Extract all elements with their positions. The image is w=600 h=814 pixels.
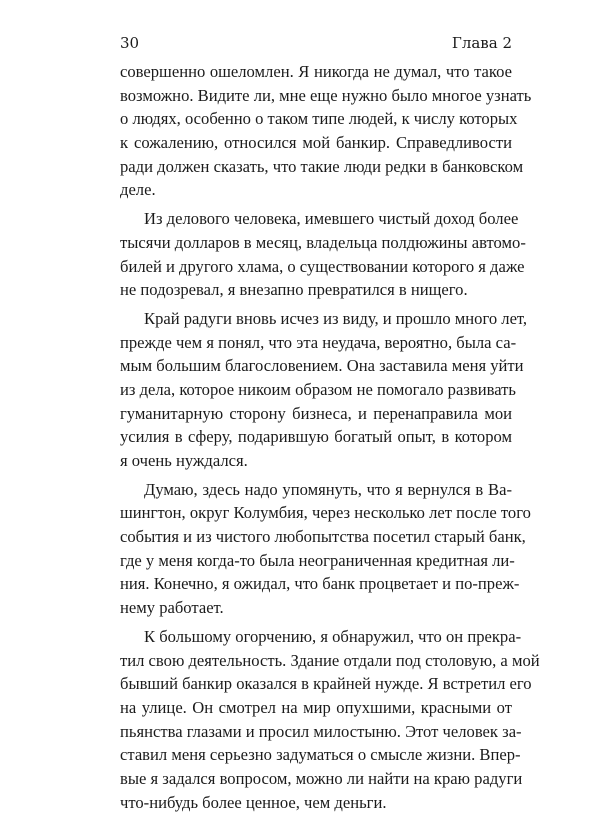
text-line: билей и другого хлама, о существовании которого я даже	[120, 256, 525, 276]
text-line: Из делового человека, имевшего чистый доход более	[144, 209, 519, 229]
text-line: пьянства глазами и просил милостыню. Этот человек за-	[120, 721, 522, 741]
text-line: нему работает.	[120, 598, 224, 618]
paragraph	[120, 60, 532, 202]
paragraph	[120, 207, 526, 302]
text-line: ставил меня серьезно задуматься о смысле жизни. Впер-	[120, 745, 521, 765]
text-line: К большому огорчению, я обнаружил, что он прекра-	[144, 626, 522, 646]
paragraph	[120, 478, 531, 620]
text-line: бывший банкир оказался в крайней нужде. Я встретил его	[120, 674, 532, 694]
text-line: тил свою деятельность. Здание отдали под столовую, а мой	[120, 650, 540, 670]
text-line: вые я задался вопросом, можно ли найти на краю радуги	[120, 768, 523, 788]
text-line: на улице. Он смотрел на мир опухшими, красными от	[120, 697, 512, 717]
text-line: Край радуги вновь исчез из виду, и прошло много лет,	[144, 308, 528, 328]
page-number: 30	[120, 34, 140, 52]
text-line: Думаю, здесь надо упомянуть, что я вернулся в Ва-	[144, 479, 512, 499]
text-line: тысячи долларов в месяц, владельца полдюжины автомо-	[120, 232, 526, 252]
text-line: к сожалению, относился мой банкир. Справедливости	[120, 133, 512, 153]
chapter-label: Глава 2	[451, 34, 512, 52]
text-line: возможно. Видите ли, мне еще нужно было многое узнать	[120, 85, 532, 105]
text-line: что-нибудь более ценное, чем деньги.	[120, 792, 387, 812]
text-line: деле.	[120, 180, 156, 200]
body-text	[120, 60, 540, 814]
text-line: гуманитарную сторону бизнеса, и перенаправила мои	[120, 403, 512, 423]
paragraph	[120, 307, 528, 473]
text-line: совершенно ошеломлен. Я никогда не думал, что такое	[120, 62, 512, 81]
text-line: не подозревал, я внезапно превратился в нищего.	[120, 280, 468, 300]
paragraph	[120, 625, 540, 814]
text-line: ния. Конечно, я ожидал, что банк процветает и по-преж-	[120, 574, 520, 594]
text-line: шингтон, округ Колумбия, через несколько лет после того	[120, 503, 531, 523]
text-line: прежде чем я понял, что эта неудача, вероятно, была са-	[120, 332, 517, 352]
text-line: ради должен сказать, что такие люди редки в банковском	[120, 156, 524, 176]
text-line: где у меня когда-то была неограниченная кредитная ли-	[120, 550, 515, 570]
text-line: я очень нуждался.	[120, 451, 248, 470]
text-line: усилия в сферу, подарившую богатый опыт, в котором	[120, 427, 512, 447]
text-line: о людях, особенно о таком типе людей, к числу которых	[120, 109, 518, 129]
text-line: мым большим благословением. Она заставила меня уйти	[120, 356, 524, 376]
text-line: из дела, которое никоим образом не помогало развивать	[120, 379, 516, 399]
running-head	[120, 34, 512, 56]
text-line: события и из чистого любопытства посетил старый банк,	[120, 527, 526, 547]
